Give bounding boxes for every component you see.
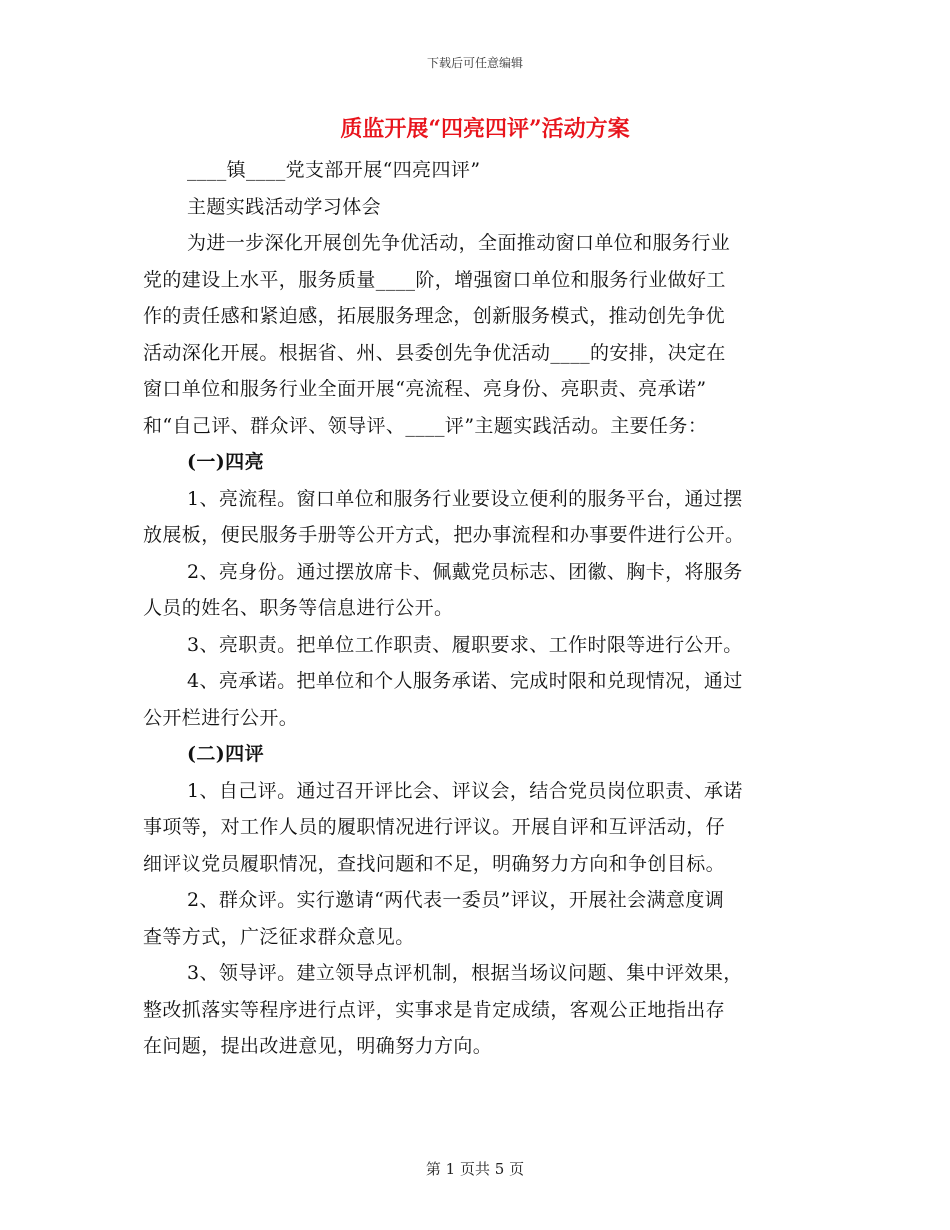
text-line: 和“自己评、群众评、领导评、____评”主题实践活动。主要任务： [143, 414, 708, 437]
text-line: 公开栏进行公开。 [143, 706, 299, 729]
text-line: 放展板，便民服务手册等公开方式，把办事流程和办事要件进行公开。 [143, 524, 745, 546]
text-line: 人员的姓名、职务等信息进行公开。 [143, 597, 454, 619]
text-line: 事项等，对工作人员的履职情况进行评议。开展自评和互评活动，仔 [143, 816, 726, 838]
paragraph-lines [143, 152, 807, 1065]
text-line: 1、自己评。通过召开评比会、评议会，结合党员岗位职责、承诺 [187, 779, 743, 802]
text-line: 1、亮流程。窗口单位和服务行业要设立便利的服务平台，通过摆 [187, 487, 743, 510]
text-line: 整改抓落实等程序进行点评，实事求是肯定成绩，客观公正地指出存 [143, 998, 726, 1021]
text-line: 在问题，提出改进意见，明确努力方向。 [143, 1035, 493, 1057]
document-title: 质监开展“四亮四评”活动方案 [340, 116, 630, 142]
section-heading: (一)四亮 [187, 451, 264, 473]
page-footer: 第 1 页共 5 页 [425, 1160, 525, 1178]
text-line: 主题实践活动学习体会 [187, 195, 382, 218]
page-header: 下载后可任意编辑 [426, 56, 523, 70]
text-line: 4、亮承诺。把单位和个人服务承诺、完成时限和兑现情况，通过 [187, 670, 743, 692]
text-line: 3、亮职责。把单位工作职责、履职要求、工作时限等进行公开。 [187, 633, 743, 656]
text-line: 2、群众评。实行邀请“两代表一委员”评议，开展社会满意度调 [187, 889, 725, 911]
text-line: 窗口单位和服务行业全面开展“亮流程、亮身份、亮职责、亮承诺” [143, 378, 707, 400]
text-line: 查等方式，广泛征求群众意见。 [143, 925, 415, 948]
text-line: 细评议党员履职情况，查找问题和不足，明确努力方向和争创目标。 [143, 852, 726, 875]
text-line: 2、亮身份。通过摆放席卡、佩戴党员标志、团徽、胸卡，将服务 [187, 560, 743, 583]
document-body [143, 112, 807, 1065]
text-line: 为进一步深化开展创先争优活动，全面推动窗口单位和服务行业 [187, 232, 731, 254]
text-line: 作的责任感和紧迫感，拓展服务理念，创新服务模式，推动创先争优 [143, 305, 726, 327]
section-heading: (二)四评 [187, 743, 264, 765]
text-line: 党的建设上水平，服务质量____阶，增强窗口单位和服务行业做好工 [143, 268, 726, 291]
text-line: 活动深化开展。根据省、州、县委创先争优活动____的安排，决定在 [143, 341, 726, 364]
text-line: 3、领导评。建立领导点评机制，根据当场议问题、集中评效果， [187, 962, 743, 984]
text-line: ____镇____党支部开展“四亮四评” [187, 159, 481, 181]
